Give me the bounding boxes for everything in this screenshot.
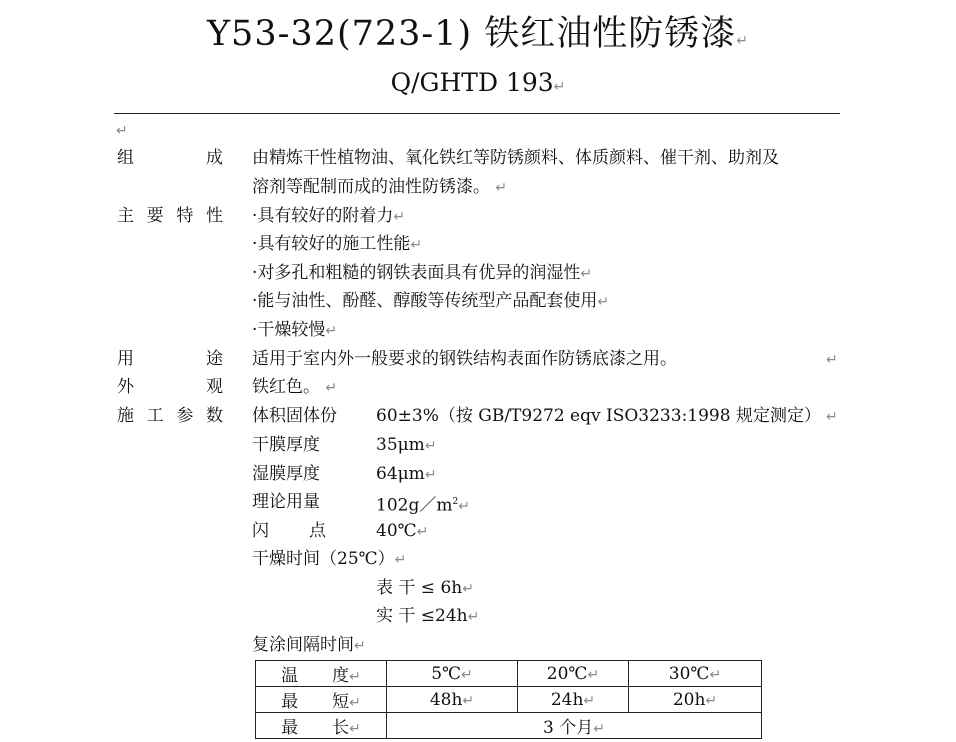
feature-item: ·干燥较慢↵ [252,320,338,340]
composition-line-2: 溶剂等配制而成的油性防锈漆。 ↵ [252,177,508,197]
volume-solids-label: 体积固体份 [252,406,337,426]
theoretical-label: 理论用量 [252,492,320,512]
paragraph-mark-icon: ↵ [553,79,566,95]
paragraph-mark-icon: ↵ [416,524,429,540]
flash-point-value: 40℃↵ [376,521,429,541]
recoat-interval-table [255,660,762,739]
label-usage: 用 途 [117,349,223,369]
table-cell-max-value: 3 个月↵ [387,713,762,739]
table-cell: 20h↵ [629,687,762,713]
table-row [256,713,762,739]
appearance-text: 铁红色。 ↵ [252,377,338,397]
paragraph-mark-icon: ↵ [325,323,338,339]
wet-film-value: 64μm↵ [376,464,437,484]
surface-dry-value: 表 干 ≤ 6h↵ [376,578,474,598]
paragraph-mark-icon: ↵ [424,467,437,483]
paragraph-mark-icon: ↵ [826,409,838,425]
theoretical-value: $102g/m^2↵$ [376,495,470,516]
paragraph-mark-icon: ↵ [424,438,437,454]
hard-dry-value: 实 干 ≤24h↵ [376,606,480,626]
paragraph-mark-icon: ↵ [393,209,406,225]
feature-item: ·具有较好的附着力↵ [252,206,406,226]
recoat-interval-label: 复涂间隔时间↵ [252,635,366,655]
feature-item: ·能与油性、酚醛、醇酸等传统型产品配套使用↵ [252,291,610,311]
table-cell-min-label: 最 短↵ [256,687,387,713]
feature-item: ·对多孔和粗糙的钢铁表面具有优异的润湿性↵ [252,263,593,283]
wet-film-label: 湿膜厚度 [252,464,320,484]
usage-text: 适用于室内外一般要求的钢铁结构表面作防锈底漆之用。 [252,349,677,369]
volume-solids-value: 60±3%（按 GB/T9272 eqv ISO3233:1998 规定测定） [376,406,821,426]
paragraph-mark-icon: ↵ [462,581,474,597]
table-row [256,661,762,687]
paragraph-mark-icon: ↵ [116,123,128,139]
document-title: Y53-32(723-1) 铁红油性防锈漆↵ [206,14,750,54]
label-features: 主 要 特 性 [117,206,223,226]
dry-film-label: 干膜厚度 [252,435,320,455]
feature-item: ·具有较好的施工性能↵ [252,234,423,254]
label-params: 施 工 参 数 [117,406,223,426]
paragraph-mark-icon: ↵ [354,638,366,654]
paragraph-mark-icon: ↵ [467,609,480,625]
table-cell-temperature-label: 温 度↵ [256,661,387,687]
label-appearance: 外 观 [117,377,223,397]
paragraph-mark-icon: ↵ [325,380,338,396]
paragraph-mark-icon: ↵ [736,33,750,49]
paragraph-mark-icon: ↵ [410,237,423,253]
dry-film-value: 35μm↵ [376,435,437,455]
paragraph-mark-icon: ↵ [597,294,610,310]
table-cell: 20℃↵ [518,661,629,687]
paragraph-mark-icon: ↵ [458,498,470,515]
table-cell-max-label: 最 长↵ [256,713,387,739]
flash-point-label: 闪 点 [252,521,326,541]
standard-number: Q/GHTD 193↵ [390,68,566,97]
composition-line-1: 由精炼干性植物油、氧化铁红等防锈颜料、体质颜料、催干剂、助剂及 [252,148,779,168]
table-cell: 48h↵ [387,687,518,713]
title-divider [114,113,840,114]
drying-time-label: 干燥时间（25℃）↵ [252,549,407,569]
paragraph-mark-icon: ↵ [394,552,407,568]
table-cell: 24h↵ [518,687,629,713]
paragraph-mark-icon: ↵ [580,266,593,282]
label-composition: 组 成 [117,148,223,168]
empty-paragraph [116,120,128,141]
table-cell: 30℃↵ [629,661,762,687]
paragraph-mark-icon: ↵ [826,352,838,368]
paragraph-mark-icon: ↵ [495,180,508,196]
table-cell: 5℃↵ [387,661,518,687]
table-row [256,687,762,713]
